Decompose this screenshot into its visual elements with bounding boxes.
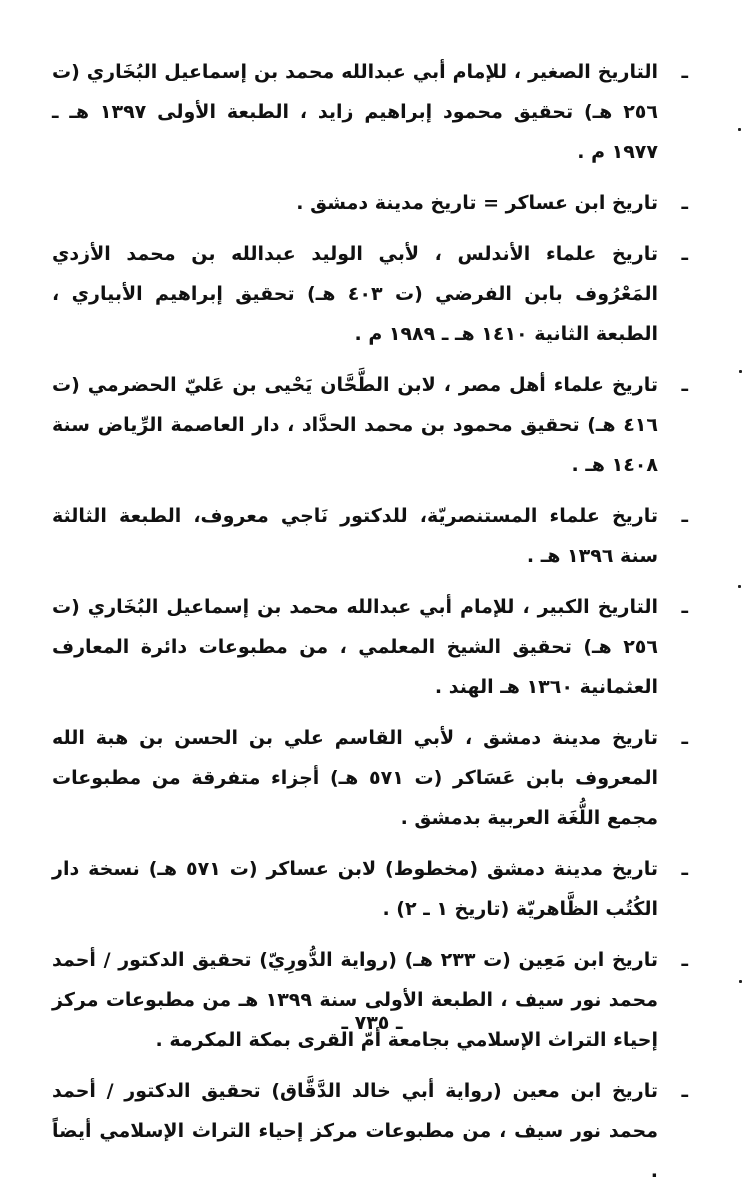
bibliography-entry <box>52 1071 688 1191</box>
entry-text: تاريخ ابن مَعِين (ت ٢٣٣ هـ) (رواية الدُّورِيّ) تحقيق الدكتور / أحمد محمد نور سيف ، الطبعة الأولى سنة ١٣٩٩ هـ من مطبوعات مركز إحياء التراث الإسلامي بجامعة أمّ القرى بمكة المكرمة . <box>52 949 658 1051</box>
bibliography-entry <box>52 183 688 223</box>
scan-speck <box>739 980 742 983</box>
entry-text: تاريخ ابن عساكر = تاريخ مدينة دمشق . <box>296 192 658 214</box>
entry-text: تاريخ علماء المستنصريّة، للدكتور نَاجي معروف، الطبعة الثالثة سنة ١٣٩٦ هـ . <box>52 505 658 567</box>
entry-bullet: ـ <box>681 505 688 527</box>
entry-text: تاريخ ابن معين (رواية أبي خالد الدَّقَّاق) تحقيق الدكتور / أحمد محمد نور سيف ، من مطبوعات مركز إحياء التراث الإسلامي أيضاً . <box>52 1080 658 1182</box>
page-number: ـ ٧٣٥ ـ <box>341 1012 403 1034</box>
entry-text: تاريخ مدينة دمشق (مخطوط) لابن عساكر (ت ٥٧١ هـ) نسخة دار الكُتُب الظَّاهريّة (تاريخ ١ ـ ٢) . <box>52 858 658 920</box>
entry-text: التاريخ الصغير ، للإمام أبي عبدالله محمد بن إسماعيل البُخَاري (ت ٢٥٦ هـ) تحقيق محمود إبراهيم زايد ، الطبعة الأولى ١٣٩٧ هـ ـ ١٩٧٧ م . <box>52 61 658 163</box>
entry-bullet: ـ <box>681 858 688 880</box>
bibliography-entry <box>52 587 688 707</box>
scan-speck <box>739 370 742 373</box>
bibliography-entry <box>52 849 688 929</box>
scan-speck <box>738 128 741 131</box>
entry-bullet: ـ <box>681 192 688 214</box>
entry-bullet: ـ <box>681 596 688 618</box>
entry-bullet: ـ <box>681 1080 688 1102</box>
scan-speck <box>738 585 741 588</box>
entry-bullet: ـ <box>681 374 688 396</box>
bibliography-entry <box>52 496 688 576</box>
bibliography-entry <box>52 234 688 354</box>
bibliography-entry <box>52 365 688 485</box>
bibliography-entry <box>52 718 688 838</box>
entry-text: تاريخ علماء الأندلس ، لأبي الوليد عبدالله بن محمد الأزدي المَعْرُوف بابن الفرضي (ت ٤٠٣ هـ) تحقيق إبراهيم الأبياري ، الطبعة الثانية ١٤١٠ هـ ـ ١٩٨٩ م . <box>52 243 658 345</box>
entry-text: التاريخ الكبير ، للإمام أبي عبدالله محمد بن إسماعيل البُخَاري (ت ٢٥٦ هـ) تحقيق الشيخ المعلمي ، من مطبوعات دائرة المعارف العثمانية ١٣٦٠ هـ الهند . <box>52 596 658 698</box>
bibliography-entry <box>52 940 688 1060</box>
bibliography-entry <box>52 52 688 172</box>
entry-text: تاريخ مدينة دمشق ، لأبي القاسم علي بن الحسن بن هبة الله المعروف بابن عَسَاكر (ت ٥٧١ هـ) أجزاء متفرقة من مطبوعات مجمع اللُّغَة العربية بدمشق . <box>52 727 658 829</box>
entry-text: تاريخ علماء أهل مصر ، لابن الطَّحَّان يَحْيى بن عَليّ الحضرمي (ت ٤١٦ هـ) تحقيق محمود بن محمد الحدَّاد ، دار العاصمة الرِّياض سنة ١٤٠٨ هـ . <box>52 374 658 476</box>
entry-bullet: ـ <box>681 949 688 971</box>
entry-bullet: ـ <box>681 61 688 83</box>
entry-bullet: ـ <box>681 243 688 265</box>
entry-bullet: ـ <box>681 727 688 749</box>
